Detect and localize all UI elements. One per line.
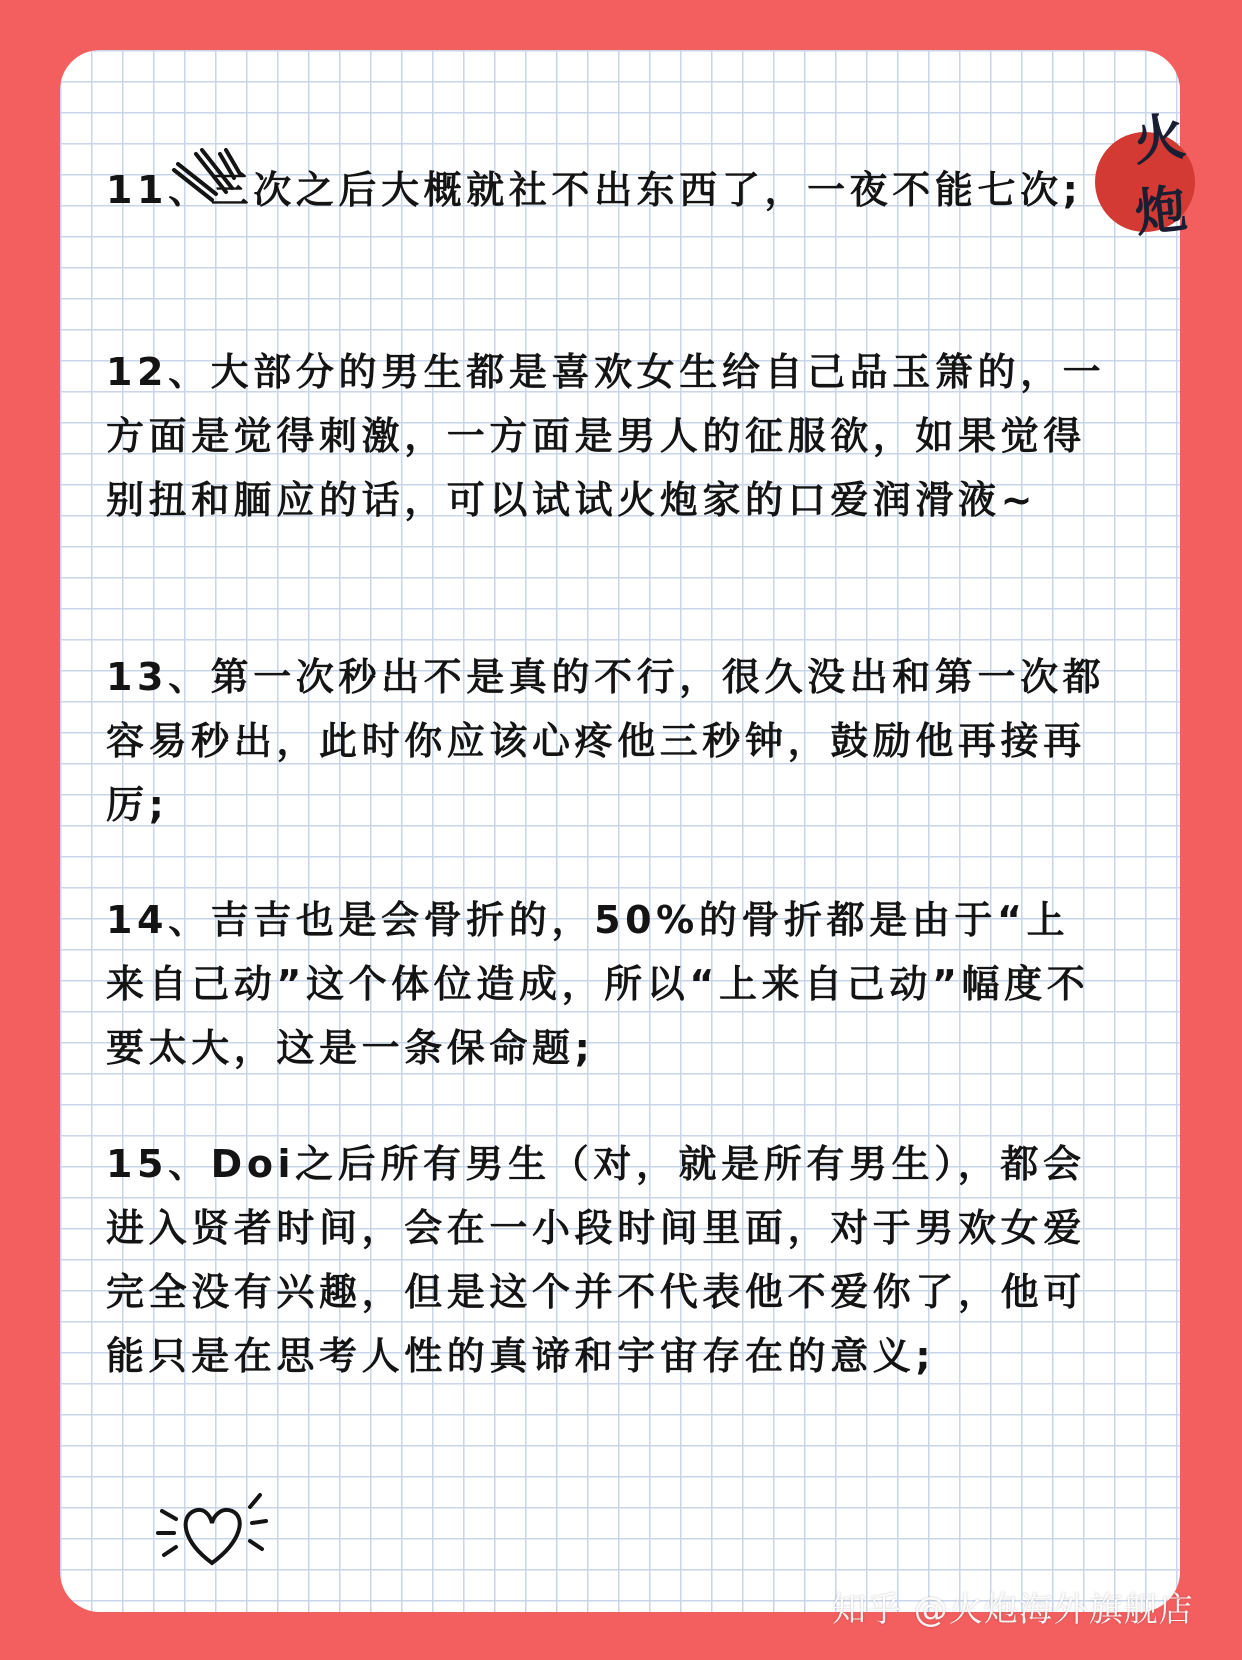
logo-char-2: 炮 <box>1131 178 1191 245</box>
paragraph-11: 11、三次之后大概就社不出东西了，一夜不能七次; <box>106 168 1083 212</box>
paragraph-13: 13、第一次秒出不是真的不行，很久没出和第一次都容易秒出，此时你应该心疼他三秒钟，鼓励他再接再厉; <box>106 655 1106 827</box>
heart-icon <box>152 1475 272 1575</box>
paragraph-12: 12、大部分的男生都是喜欢女生给自己品玉箫的，一方面是觉得刺激，一方面是男人的征服欲，如果觉得别扭和腼应的话，可以试试火炮家的口爱润滑液~ <box>106 350 1106 522</box>
watermark: 知乎 @火炮海外旗舰店 <box>832 1590 1194 1630</box>
paragraph-14: 14、吉吉也是会骨折的，50%的骨折都是由于“上来自己动”这个体位造成，所以“上来自己动”幅度不要太大，这是一条保命题; <box>106 898 1090 1070</box>
paragraph-15: 15、Doi之后所有男生（对，就是所有男生），都会进入贤者时间，会在一小段时间里面，对于男欢女爱完全没有兴趣，但是这个并不代表他不爱你了，他可能只是在思考人性的真谛和宇宙存在的意义; <box>106 1142 1086 1378</box>
note-card <box>60 50 1191 1612</box>
brand-logo <box>1095 105 1205 250</box>
logo-char-1: 火 <box>1128 105 1189 174</box>
